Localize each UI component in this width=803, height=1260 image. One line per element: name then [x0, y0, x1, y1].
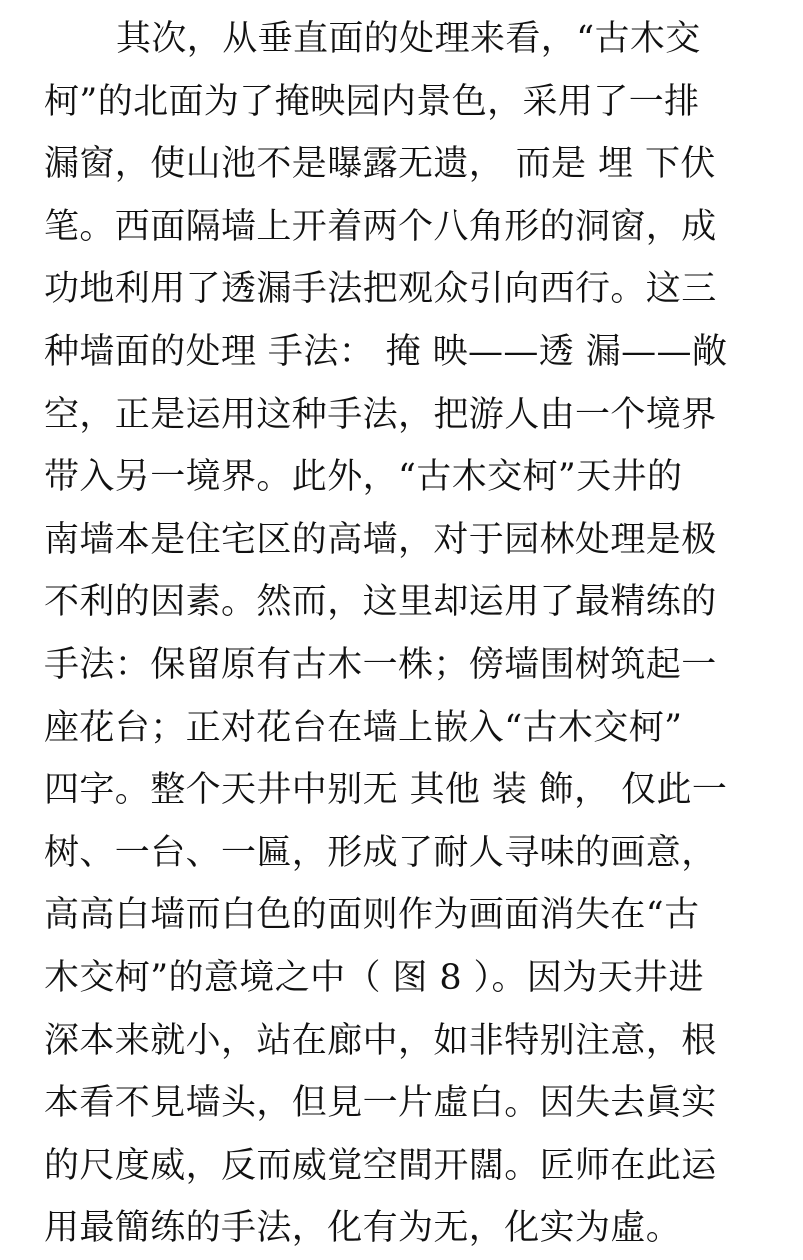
text-line: 高高白墙而白色的面则作为画面消失在“古: [44, 895, 700, 936]
text-line: 座花台；正对花台在墙上嵌入“古木交柯”: [44, 707, 683, 748]
text-line: 带入另一境界。此外，“古木交柯”天井的: [44, 457, 683, 498]
text-line: 的尺度威，反而威覚空間开闊。匠师在此运: [44, 1145, 717, 1186]
text-line: 柯”的北面为了掩映园内景色，采用了一排: [44, 81, 700, 122]
text-line: 用最簡练的手法，化有为无，化实为虛。: [44, 1208, 682, 1249]
text-line: 木交柯”的意境之中（ 图 8 ）。因为天井进: [44, 957, 704, 998]
paragraph: [44, 8, 764, 1260]
text-line: 本看不見墙头，但見一片虛白。因失去眞实: [44, 1083, 717, 1124]
text-line: 南墙本是住宅区的高墙，对于园林处理是极: [44, 519, 717, 560]
text-line: 深本来就小，站在廊中，如非特别注意，根: [44, 1020, 717, 1061]
text-line: 不利的因素。然而，这里却运用了最精练的: [44, 582, 717, 623]
text-line: 种墙面的处理 手法： 掩 映——透 漏——敞: [44, 331, 728, 372]
text-line: 笔。西面隔墙上开着两个八角形的洞窗，成: [44, 206, 717, 247]
text-line: 功地利用了透漏手法把观众引向西行。这三: [44, 269, 717, 310]
text-line: 树、一台、一匾，形成了耐人寻味的画意，: [44, 832, 717, 873]
text-line: 四字。整个天井中别无 其他 装 飾， 仅此一: [44, 770, 728, 811]
text-line: 空，正是运用这种手法，把游人由一个境界: [44, 394, 717, 435]
text-line: 漏窗，使山池不是曝露无遗， 而是 埋 下伏: [44, 144, 716, 185]
text-line: 其次，从垂直面的处理来看，“古木交: [116, 19, 701, 59]
text-line: 手法：保留原有古木一株；傍墙围树筑起一: [44, 644, 717, 685]
